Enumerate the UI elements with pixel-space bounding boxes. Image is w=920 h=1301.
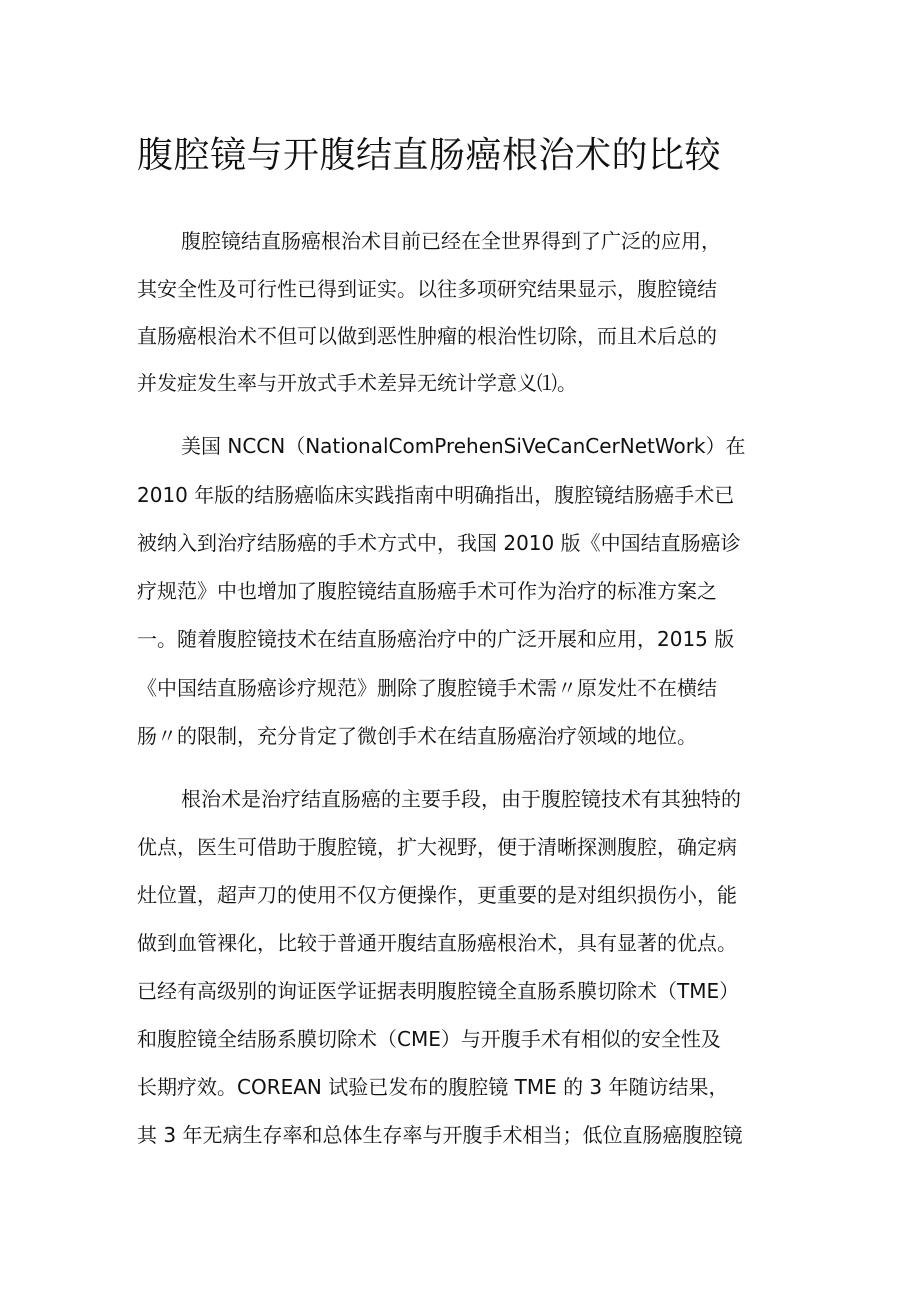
paragraph-3-line-8: 其 3 年无病生存率和总体生存率与开腹手术相当；低位直肠癌腹腔镜 <box>137 1123 743 1147</box>
paragraph-3-line-6: 和腹腔镜全结肠系膜切除术（CME）与开腹手术有相似的安全性及 <box>137 1027 721 1051</box>
paragraph-1-line-3: 直肠癌根治术不但可以做到恶性肿瘤的根治性切除，而且术后总的 <box>137 324 717 348</box>
paragraph-2-line-1: 美国 NCCN（NationalComPrehenSiVeCanCerNetWork）在 <box>181 434 746 458</box>
paragraph-1-line-2: 其安全性及可行性已得到证实。以往多项研究结果显示，腹腔镜结 <box>137 277 717 301</box>
paragraph-2-line-4: 疗规范》中也增加了腹腔镜结直肠癌手术可作为治疗的标准方案之 <box>137 579 717 603</box>
paragraph-3-line-1: 根治术是治疗结直肠癌的主要手段，由于腹腔镜技术有其独特的 <box>181 787 741 811</box>
paragraph-2-line-5: 一。随着腹腔镜技术在结直肠癌治疗中的广泛开展和应用，2015 版 <box>137 627 735 651</box>
paragraph-1-line-4: 并发症发生率与开放式手术差异无统计学意义⑴。 <box>137 371 577 395</box>
paragraph-3-line-4: 做到血管裸化，比较于普通开腹结直肠癌根治术，具有显著的优点。 <box>137 931 737 955</box>
paragraph-2-line-6: 《中国结直肠癌诊疗规范》删除了腹腔镜手术需〃原发灶不在横结 <box>137 676 717 700</box>
paragraph-3-line-3: 灶位置，超声刀的使用不仅方便操作，更重要的是对组织损伤小，能 <box>137 883 737 907</box>
paragraph-2-line-3: 被纳入到治疗结肠癌的手术方式中，我国 2010 版《中国结直肠癌诊 <box>137 531 741 555</box>
paragraph-3-line-5: 已经有高级别的询证医学证据表明腹腔镜全直肠系膜切除术（TME） <box>137 979 740 1003</box>
document-title: 腹腔镜与开腹结直肠癌根治术的比较 <box>137 135 722 176</box>
paragraph-1-line-1: 腹腔镜结直肠癌根治术目前已经在全世界得到了广泛的应用， <box>181 229 721 253</box>
paragraph-2-line-7: 肠〃的限制，充分肯定了微创手术在结直肠癌治疗领域的地位。 <box>137 724 697 748</box>
paragraph-3-line-2: 优点，医生可借助于腹腔镜，扩大视野，便于清晰探测腹腔，确定病 <box>137 835 737 859</box>
paragraph-2-line-2: 2010 年版的结肠癌临床实践指南中明确指出，腹腔镜结肠癌手术已 <box>137 483 735 507</box>
paragraph-3-line-7: 长期疗效。COREAN 试验已发布的腹腔镜 TME 的 3 年随访结果， <box>137 1075 729 1099</box>
